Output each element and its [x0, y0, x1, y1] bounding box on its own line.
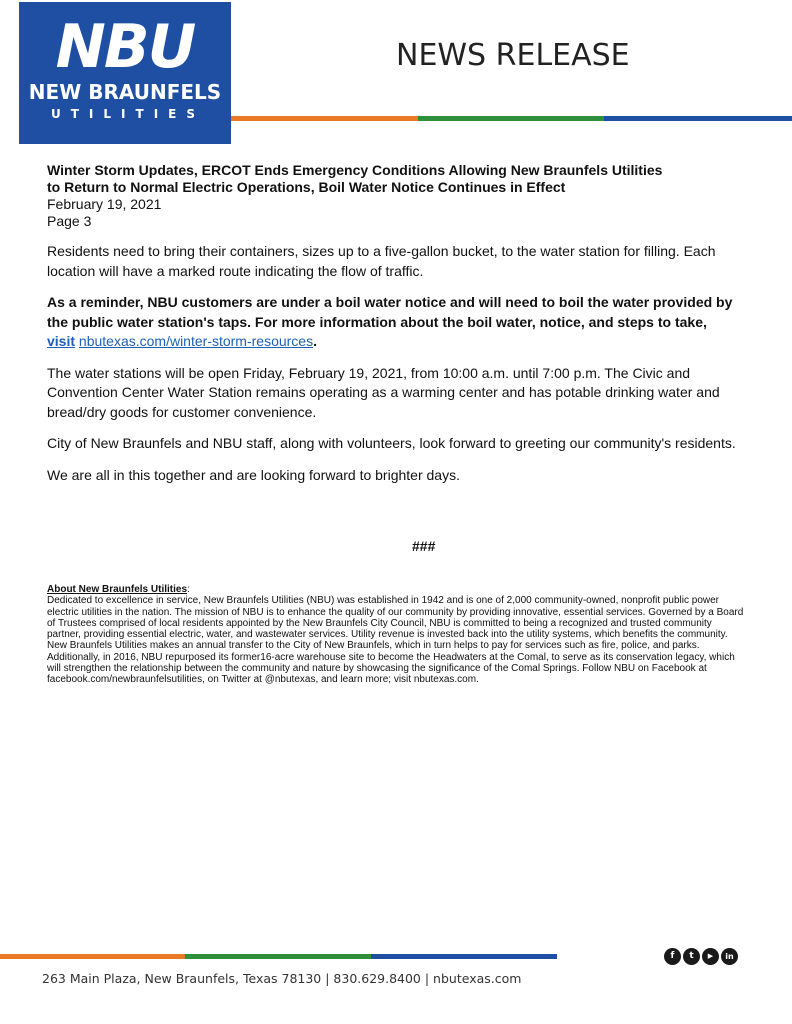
headline-line-2: to Return to Normal Electric Operations, Boil Water Notice Continues in Effect [47, 179, 566, 195]
about-section [47, 584, 747, 686]
paragraph-closing: We are all in this together and are looking forward to brighter days. [47, 466, 460, 483]
about-title-colon: : [187, 584, 190, 595]
footer-stripe-green [185, 954, 371, 959]
boil-notice-text: As a reminder, NBU customers are under a boil water notice and will need to boil the water provided by the public water station's taps. For more information about the boil water, notice, and steps to take, [47, 294, 733, 330]
nbu-logo [19, 2, 231, 144]
release-content [47, 162, 747, 497]
headline-line-1: Winter Storm Updates, ERCOT Ends Emergency Conditions Allowing New Braunfels Utilities [47, 162, 663, 178]
header-stripe-blue [604, 116, 792, 121]
header-stripe-orange [231, 116, 418, 121]
end-mark: ### [412, 538, 436, 554]
winter-storm-resources-link[interactable]: nbutexas.com/winter-storm-resources [78, 333, 314, 349]
footer-stripe-orange [0, 954, 185, 959]
paragraph-volunteers: City of New Braunfels and NBU staff, along with volunteers, look forward to greeting our community's residents. [47, 435, 736, 451]
social-icons [664, 948, 740, 968]
about-title: About New Braunfels Utilities [47, 584, 188, 595]
boil-notice-period: . [313, 333, 317, 349]
logo-mark: NBU [55, 12, 195, 82]
visit-link-verb[interactable]: visit [47, 333, 76, 349]
logo-name: NEW BRAUNFELS [28, 80, 222, 104]
release-date: February 19, 2021 [47, 196, 162, 212]
header-stripe-green [418, 116, 604, 121]
linkedin-icon[interactable]: in [721, 948, 738, 965]
page-title: NEWS RELEASE [396, 38, 630, 73]
facebook-icon[interactable]: f [664, 948, 681, 965]
logo-subtitle: UTILITIES [51, 107, 205, 121]
about-text: Dedicated to excellence in service, New Braunfels Utilities (NBU) was established in 1942 and is one of 2,000 community-owned, nonprofit public power electric utilities in the nation. The mission of NBU is to enhance the quality of our community by providing innovative, essential services. Governed by a Board of Trustees comprised of local residents appointed by the New Braunfels City Council, NBU is committed to being a recognized and trusted community partner, providing essential electric, water, and wastewater services. Utility revenue is invested back into the utility systems, which benefits the community. New Braunfels Utilities makes an annual transfer to the City of New Braunfels, which in turn helps to pay for services such as fire, police, and parks. Additionally, in 2016, NBU repurposed its former16-acre warehouse site to become the Headwaters at the Comal, to serve as its conservation legacy, which will strengthen the relationship between the community and nature by showcasing the significance of the Comal Springs. Follow NBU on Facebook at facebook.com/newbraunfelsutilities, on Twitter at @nbutexas, and learn more; visit nbutexas.com. [47, 595, 744, 686]
page-number: Page 3 [47, 213, 92, 229]
twitter-icon[interactable]: t [683, 948, 700, 965]
footer-address: 263 Main Plaza, New Braunfels, Texas 78130 | 830.629.8400 | nbutexas.com [42, 971, 522, 986]
footer-stripe-blue [371, 954, 557, 959]
paragraph-boil-notice [47, 293, 747, 352]
youtube-icon[interactable]: ▶ [702, 948, 719, 965]
paragraph-containers: Residents need to bring their containers, sizes up to a five-gallon bucket, to the water station for filling. Each location will have a marked route indicating the flow of traffic. [47, 243, 716, 279]
paragraph-water-stations: The water stations will be open Friday, February 19, 2021, from 10:00 a.m. until 7:00 p.m. The Civic and Convention Center Water Station remains operating as a warming center and has potable drinking water and bread/dry goods for customer convenience. [47, 364, 720, 420]
